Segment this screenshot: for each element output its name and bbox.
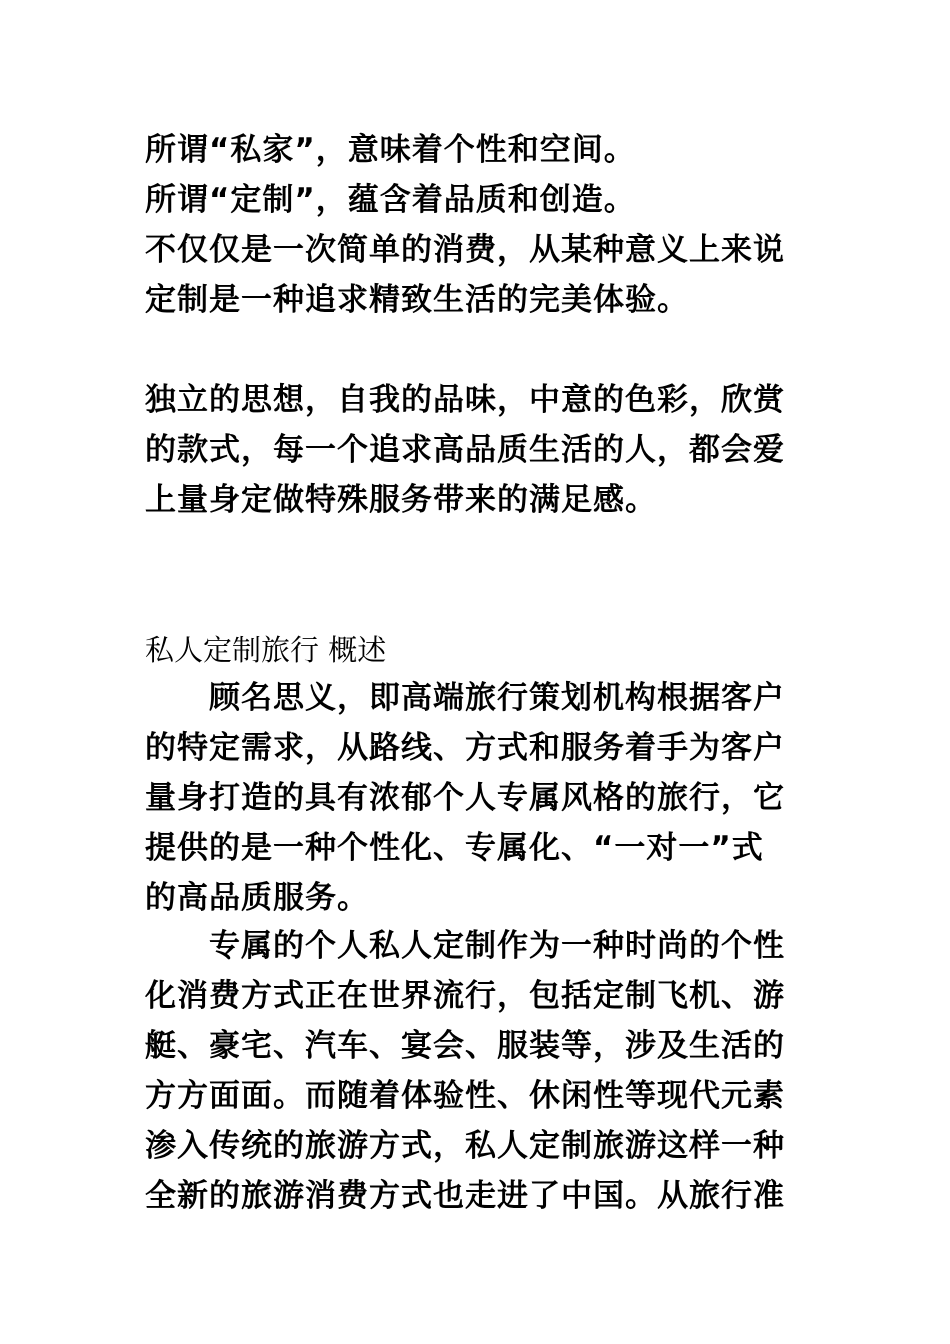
- section-para2-line-6: 全新的旅游消费方式也走进了中国。从旅行准: [145, 1178, 785, 1214]
- intro-line-3: 不仅仅是一次简单的消费，从某种意义上来说: [145, 232, 785, 268]
- section-para1-line-2: 的特定需求，从路线、方式和服务着手为客户: [145, 730, 785, 766]
- section-para1-line-1: 顾名思义，即高端旅行策划机构根据客户: [209, 680, 785, 716]
- section-para1-line-3: 量身打造的具有浓郁个人专属风格的旅行，它: [145, 780, 785, 816]
- section-heading: 私人定制旅行 概述: [145, 633, 387, 667]
- section-para2-line-1: 专属的个人私人定制作为一种时尚的个性: [209, 928, 785, 964]
- intro-line-1: 所谓“私家”，意味着个性和空间。: [145, 132, 636, 168]
- paragraph2-line-1: 独立的思想，自我的品味，中意的色彩，欣赏: [145, 382, 785, 418]
- intro-line-4: 定制是一种追求精致生活的完美体验。: [145, 282, 689, 318]
- section-para2-line-5: 渗入传统的旅游方式，私人定制旅游这样一种: [145, 1128, 785, 1164]
- intro-line-2: 所谓“定制”，蕴含着品质和创造。: [145, 182, 636, 218]
- section-para1-line-5: 的高品质服务。: [145, 880, 369, 916]
- section-para2-line-2: 化消费方式正在世界流行，包括定制飞机、游: [145, 978, 785, 1014]
- paragraph2-line-2: 的款式，每一个追求高品质生活的人，都会爱: [145, 432, 785, 468]
- paragraph2-line-3: 上量身定做特殊服务带来的满足感。: [145, 482, 657, 518]
- section-para2-line-3: 艇、豪宅、汽车、宴会、服装等，涉及生活的: [145, 1028, 785, 1064]
- section-para2-line-4: 方方面面。而随着体验性、休闲性等现代元素: [145, 1078, 785, 1114]
- section-para1-line-4: 提供的是一种个性化、专属化、“一对一”式: [145, 830, 764, 866]
